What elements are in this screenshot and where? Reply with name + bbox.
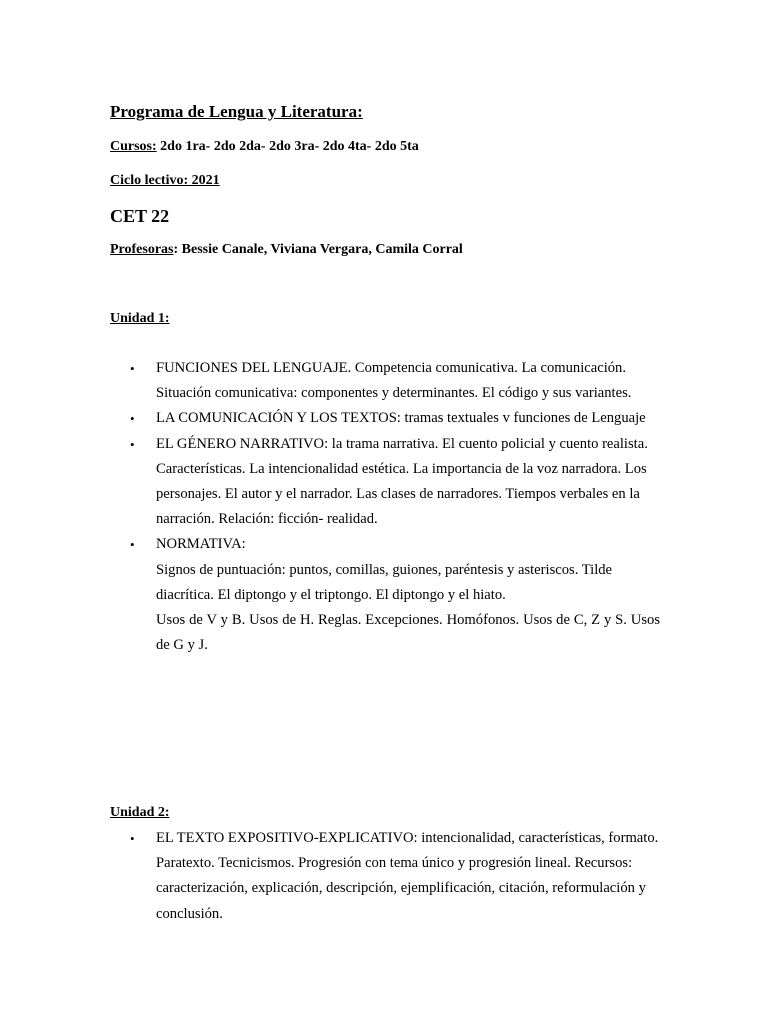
cursos-line <box>110 139 419 155</box>
list-item <box>130 406 660 431</box>
list-item <box>130 826 660 927</box>
bullet-icon: • <box>130 411 135 427</box>
unidad-2-heading: Unidad 2: <box>110 805 170 820</box>
list-item-text: EL GÉNERO NARRATIVO: la trama narrativa. El cuento policial y cuento realista. Características. La intencionalidad estética. La importancia de la voz narradora. Los personajes. El autor y el narrador. Las clases de narradores. Tiempos verbales en la narración. Relación: ficción- realidad. <box>156 435 648 528</box>
list-item-text: NORMATIVA: <box>156 536 246 553</box>
cursos-label: Cursos: <box>110 139 157 154</box>
normativa-usos-text: Usos de V y B. Usos de H. Reglas. Excepciones. Homófonos. Usos de C, Z y S. Usos de G y J. <box>156 612 660 654</box>
profesoras-label: Profesoras <box>110 242 174 257</box>
unidad-2-list <box>130 826 660 927</box>
unidad-1-list <box>130 356 660 658</box>
cursos-value: 2do 1ra- 2do 2da- 2do 3ra- 2do 4ta- 2do 5ta <box>156 139 419 154</box>
school-name: CET 22 <box>110 206 170 226</box>
list-item-text: EL TEXTO EXPOSITIVO-EXPLICATIVO: intencionalidad, características, formato. Paratexto. Tecnicismos. Progresión con tema único y progresión lineal. Recursos: caracterización, explicación, descripción, ejemplificación, citación, reformulación y conclusión. <box>156 830 659 922</box>
unidad-1-heading: Unidad 1: <box>110 311 170 326</box>
bullet-icon: • <box>130 537 135 553</box>
profesoras-value: : Bessie Canale, Viviana Vergara, Camila Corral <box>173 242 463 257</box>
bullet-icon: • <box>130 831 135 846</box>
normativa-puntuacion-text: Signos de puntuación: puntos, comillas, guiones, paréntesis y asteriscos. Tilde diacrítica. El diptongo y el triptongo. El diptongo y el hiato. <box>156 561 613 603</box>
profesoras-line <box>110 242 463 258</box>
bullet-icon: • <box>130 361 135 376</box>
list-item-text: LA COMUNICACIÓN Y LOS TEXTOS: tramas textuales v funciones de Lenguaje <box>156 410 646 427</box>
document-title: Programa de Lengua y Literatura: <box>110 102 363 121</box>
list-item <box>130 532 660 658</box>
list-item <box>130 356 660 406</box>
bullet-icon: • <box>130 436 135 452</box>
list-item-text: FUNCIONES DEL LENGUAJE. Competencia comunicativa. La comunicación. Situación comunicativa: componentes y determinantes. El código y sus variantes. <box>156 360 632 402</box>
list-item <box>130 432 660 533</box>
ciclo-lectivo: Ciclo lectivo: 2021 <box>110 173 220 188</box>
